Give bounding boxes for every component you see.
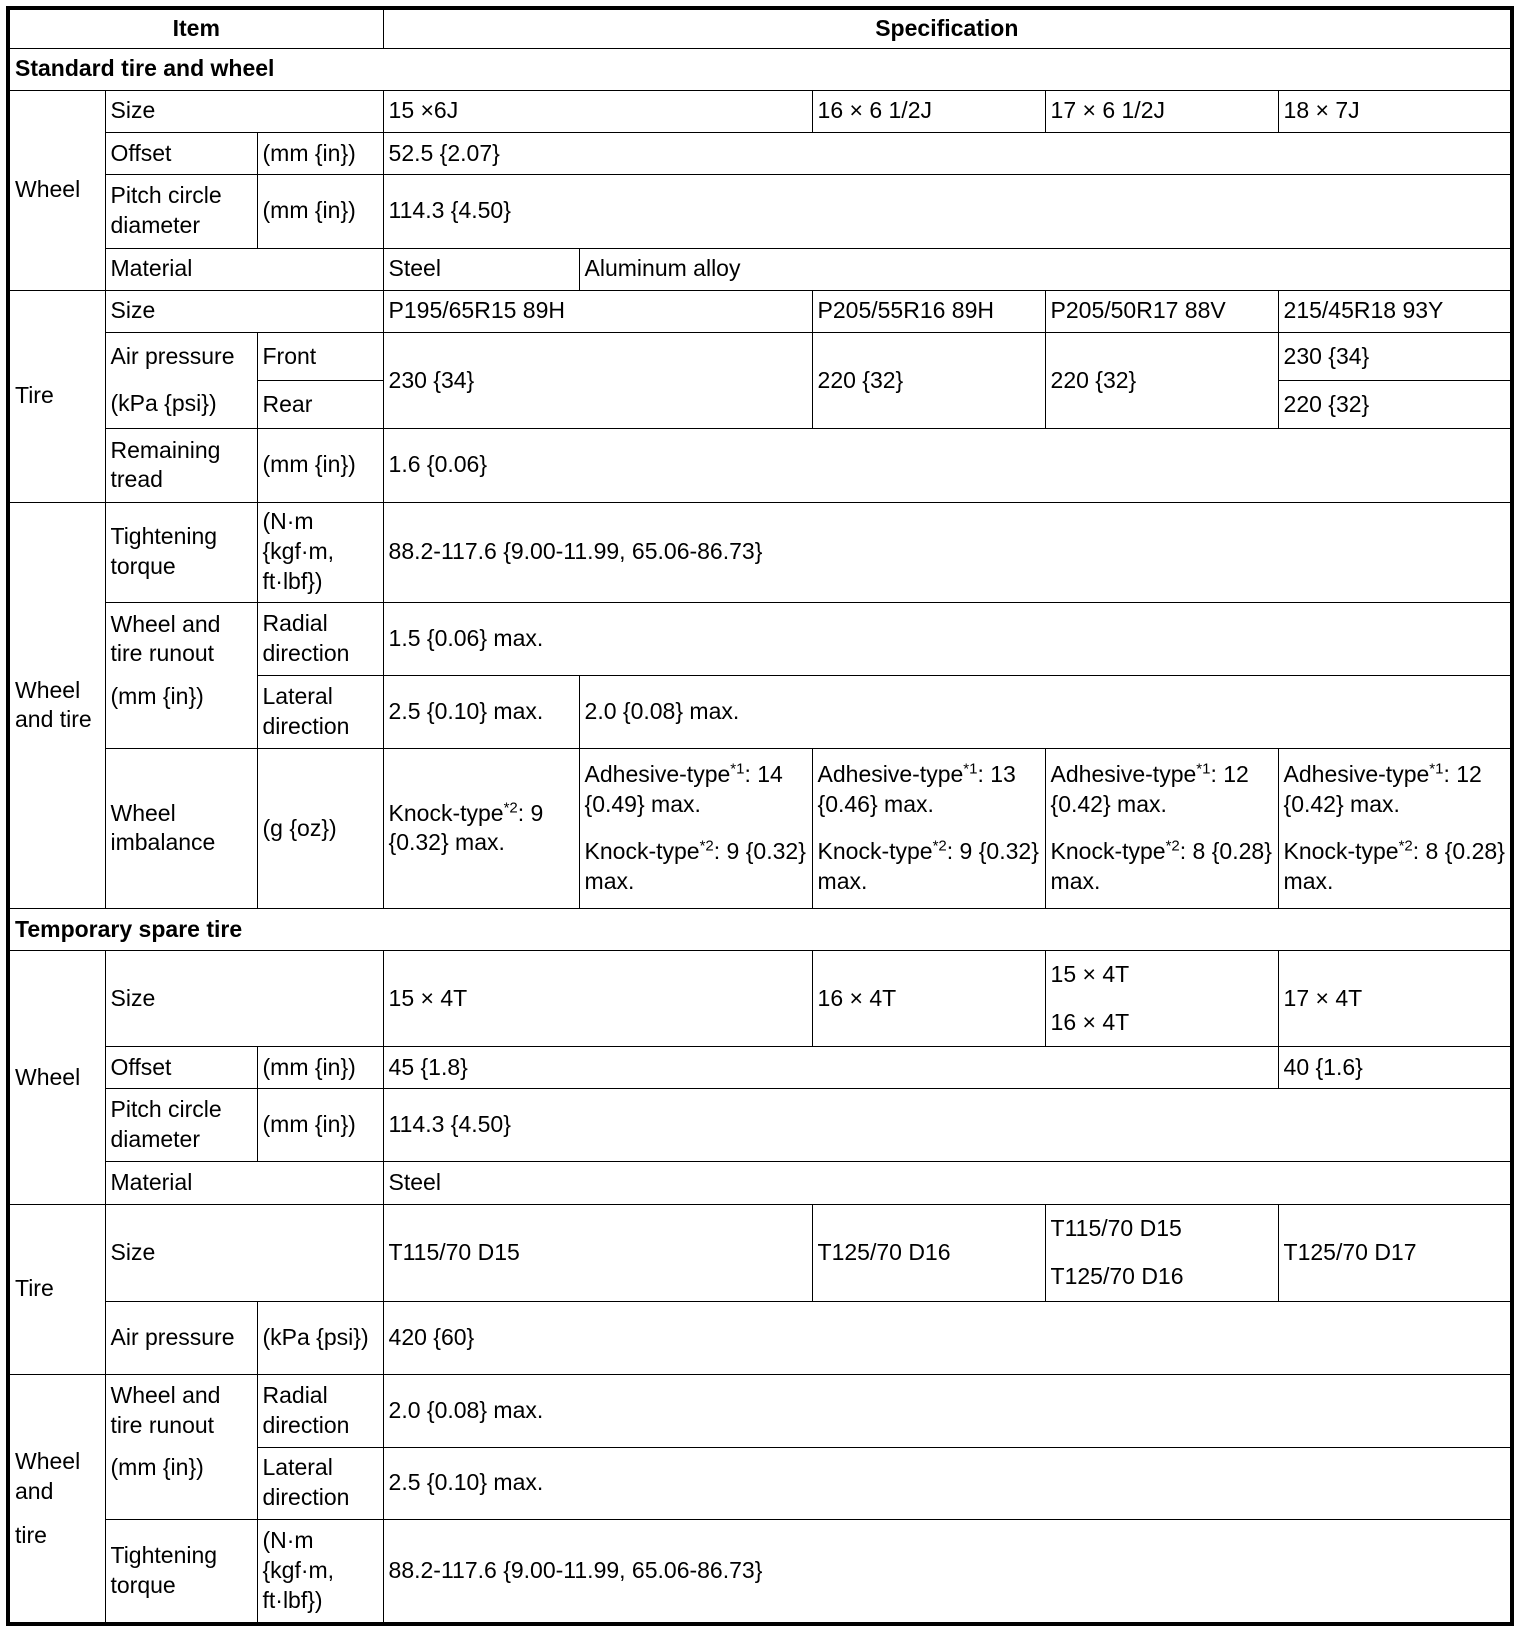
footnote-marker: *1 — [1429, 760, 1444, 778]
unit-label: (kPa {psi}) — [105, 381, 257, 429]
cell: 220 {32} — [1278, 381, 1512, 429]
table-row — [8, 429, 1512, 502]
row-label: Pitch circle diameter — [105, 1089, 257, 1162]
cell-dual — [1045, 951, 1278, 1046]
row-label: Material — [105, 1162, 383, 1204]
footnote-marker: *2 — [932, 837, 947, 855]
imbalance-adhesive-value: : 12 {0.42} max. — [1283, 760, 1482, 817]
group-wheel: Wheel — [8, 951, 105, 1204]
unit-label: (N·m {kgf·m, ft·lbf}) — [257, 1519, 383, 1624]
row-label: Air pressure — [105, 1301, 257, 1374]
row-label: Remaining tread — [105, 429, 257, 502]
cell-line: T115/70 D15 — [1050, 1214, 1182, 1241]
unit-label: (mm {in}) — [105, 676, 257, 748]
table-row — [8, 502, 1512, 602]
cell: 230 {34} — [1278, 332, 1512, 380]
cell: T125/70 D16 — [812, 1204, 1045, 1301]
imbalance-knock-value: : 8 {0.28} max. — [1050, 838, 1272, 895]
sub-label: Radial direction — [257, 1375, 383, 1447]
footnote-marker: *2 — [699, 837, 714, 855]
cell: 45 {1.8} — [383, 1046, 1278, 1088]
sub-label: Lateral direction — [257, 676, 383, 748]
table-row — [8, 602, 1512, 675]
cell-line: 15 × 4T — [1050, 960, 1130, 987]
cell: 17 × 6 1/2J — [1045, 90, 1278, 132]
group-tire: Tire — [8, 1204, 105, 1375]
section-row — [8, 48, 1512, 90]
table-row — [8, 1375, 1512, 1447]
cell: 16 × 4T — [812, 951, 1045, 1046]
group-wheel: Wheel — [8, 90, 105, 290]
table-row — [8, 248, 1512, 290]
imbalance-cell — [1045, 748, 1278, 909]
imbalance-knock-label: Knock-type — [1050, 838, 1166, 865]
sub-label: Lateral direction — [257, 1447, 383, 1519]
cell: 2.5 {0.10} max. — [383, 676, 579, 748]
unit-label: (mm {in}) — [257, 1089, 383, 1162]
section-standard-title: Standard tire and wheel — [8, 48, 1512, 90]
unit-label: (kPa {psi}) — [257, 1301, 383, 1374]
sub-label: Radial direction — [257, 602, 383, 675]
header-row — [8, 8, 1512, 48]
footnote-marker: *1 — [730, 760, 745, 778]
cell: Steel — [383, 248, 579, 290]
row-label: Wheel and tire runout — [105, 602, 257, 675]
cell-line: T125/70 D16 — [1050, 1262, 1184, 1289]
unit-label: (mm {in}) — [257, 429, 383, 502]
imbalance-cell — [383, 748, 579, 909]
table-row — [8, 676, 1512, 748]
imbalance-cell — [812, 748, 1045, 909]
table-row — [8, 175, 1512, 248]
imbalance-adhesive-label: Adhesive-type — [1050, 760, 1197, 787]
cell: Aluminum alloy — [579, 248, 1512, 290]
row-label: Tightening torque — [105, 1519, 257, 1624]
row-label: Material — [105, 248, 383, 290]
imbalance-adhesive-value: : 14 {0.49} max. — [584, 760, 783, 817]
cell: 15 × 4T — [383, 951, 812, 1046]
row-label: Air pressure — [105, 332, 257, 380]
table-row — [8, 748, 1512, 909]
unit-label: (g {oz}) — [257, 748, 383, 909]
table-row — [8, 1447, 1512, 1519]
cell: 1.6 {0.06} — [383, 429, 1512, 502]
cell: 88.2-117.6 {9.00-11.99, 65.06-86.73} — [383, 502, 1512, 602]
group-wheel-and-tire — [8, 1375, 105, 1624]
cell: 2.0 {0.08} max. — [579, 676, 1512, 748]
cell: 17 × 4T — [1278, 951, 1512, 1046]
row-label: Wheel imbalance — [105, 748, 257, 909]
cell: 114.3 {4.50} — [383, 175, 1512, 248]
table-row — [8, 1301, 1512, 1374]
cell: P205/55R16 89H — [812, 290, 1045, 332]
footnote-marker: *2 — [503, 798, 518, 816]
cell: T125/70 D17 — [1278, 1204, 1512, 1301]
footnote-marker: *2 — [1398, 837, 1413, 855]
imbalance-cell — [1278, 748, 1512, 909]
table-row — [8, 1046, 1512, 1088]
table-row — [8, 332, 1512, 380]
table-row — [8, 1089, 1512, 1162]
cell-dual — [1045, 1204, 1278, 1301]
cell: 215/45R18 93Y — [1278, 290, 1512, 332]
table-row — [8, 290, 1512, 332]
imbalance-knock-label: Knock-type — [817, 838, 933, 865]
row-label: Size — [105, 951, 383, 1046]
cell: T115/70 D15 — [383, 1204, 812, 1301]
row-label: Offset — [105, 1046, 257, 1088]
unit-label: (mm {in}) — [257, 1046, 383, 1088]
cell-line: 16 × 4T — [1050, 1008, 1130, 1035]
table-row — [8, 951, 1512, 1046]
cell: 15 ×6J — [383, 90, 812, 132]
unit-label: (mm {in}) — [257, 175, 383, 248]
group-tire: Tire — [8, 290, 105, 502]
imbalance-knock-label: Knock-type — [584, 838, 700, 865]
row-label: Offset — [105, 133, 257, 175]
imbalance-knock-value: : 9 {0.32} max. — [817, 838, 1039, 895]
row-label: Size — [105, 290, 383, 332]
cell: 52.5 {2.07} — [383, 133, 1512, 175]
spec-table — [6, 6, 1514, 1626]
imbalance-adhesive-label: Adhesive-type — [817, 760, 964, 787]
imbalance-knock-label: Knock-type — [1283, 838, 1399, 865]
imbalance-knock-value: : 8 {0.28} max. — [1283, 838, 1505, 895]
imbalance-adhesive-value: : 12 {0.42} max. — [1050, 760, 1249, 817]
imbalance-adhesive-label: Adhesive-type — [1283, 760, 1430, 787]
cell: P195/65R15 89H — [383, 290, 812, 332]
cell: P205/50R17 88V — [1045, 290, 1278, 332]
row-label: Pitch circle diameter — [105, 175, 257, 248]
cell: 420 {60} — [383, 1301, 1512, 1374]
row-label: Wheel and tire runout — [105, 1375, 257, 1447]
row-label: Tightening torque — [105, 502, 257, 602]
imbalance-knock-value: : 9 {0.32} max. — [388, 799, 544, 856]
header-specification: Specification — [383, 8, 1512, 48]
cell: Steel — [383, 1162, 1512, 1204]
cell: 16 × 6 1/2J — [812, 90, 1045, 132]
header-item: Item — [8, 8, 383, 48]
cell: 220 {32} — [812, 332, 1045, 428]
imbalance-knock-label: Knock-type — [388, 799, 504, 826]
cell: 1.5 {0.06} max. — [383, 602, 1512, 675]
imbalance-adhesive-label: Adhesive-type — [584, 760, 731, 787]
cell: 220 {32} — [1045, 332, 1278, 428]
table-row — [8, 90, 1512, 132]
group-wheel-and-tire: Wheel and tire — [8, 502, 105, 909]
cell: 40 {1.6} — [1278, 1046, 1512, 1088]
section-spare-title: Temporary spare tire — [8, 909, 1512, 951]
cell: 114.3 {4.50} — [383, 1089, 1512, 1162]
sub-label: Front — [257, 332, 383, 380]
cell: 230 {34} — [383, 332, 812, 428]
footnote-marker: *2 — [1165, 837, 1180, 855]
footnote-marker: *1 — [1196, 760, 1211, 778]
imbalance-cell — [579, 748, 812, 909]
imbalance-knock-value: : 9 {0.32} max. — [584, 838, 806, 895]
unit-label: (mm {in}) — [105, 1447, 257, 1519]
group-label-line: tire — [15, 1521, 47, 1548]
cell: 18 × 7J — [1278, 90, 1512, 132]
section-row — [8, 909, 1512, 951]
table-row — [8, 1204, 1512, 1301]
group-label-line: Wheel and — [15, 1447, 81, 1504]
row-label: Size — [105, 90, 383, 132]
table-row — [8, 1519, 1512, 1624]
row-label: Size — [105, 1204, 383, 1301]
table-row — [8, 133, 1512, 175]
unit-label: (N·m {kgf·m, ft·lbf}) — [257, 502, 383, 602]
table-row — [8, 1162, 1512, 1204]
sub-label: Rear — [257, 381, 383, 429]
imbalance-adhesive-value: : 13 {0.46} max. — [817, 760, 1016, 817]
cell: 2.0 {0.08} max. — [383, 1375, 1512, 1447]
footnote-marker: *1 — [963, 760, 978, 778]
unit-label: (mm {in}) — [257, 133, 383, 175]
cell: 2.5 {0.10} max. — [383, 1447, 1512, 1519]
cell: 88.2-117.6 {9.00-11.99, 65.06-86.73} — [383, 1519, 1512, 1624]
